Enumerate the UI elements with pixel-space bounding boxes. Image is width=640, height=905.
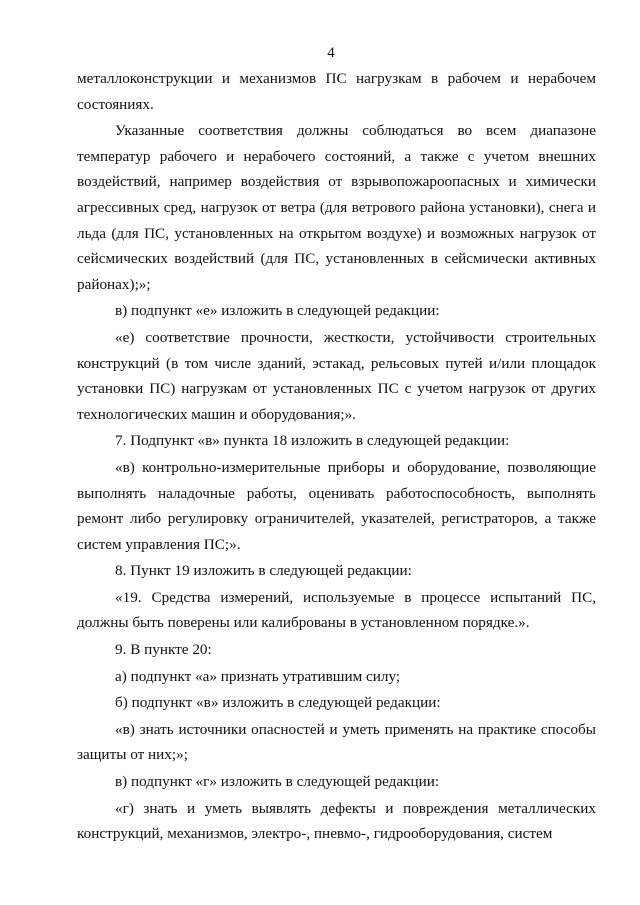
paragraph-item-7-text: «в) контрольно-измерительные приборы и оборудование, позволяющие выполнять наладочные работы, оценивать работоспособность, выполнять ремонт либо регулировку ограничителей, указателей, регистраторов, а также систем управления ПС;». [77, 458, 596, 553]
paragraph-item-7: 7. Подпункт «в» пункта 18 изложить в следующей редакции: [115, 432, 510, 450]
paragraph-item-9-v-text: «г) знать и уметь выявлять дефекты и повреждения металлических конструкций, механизмов, электро-, пневмо-, гидрооборудования, систем [77, 799, 596, 843]
page-number: 4 [327, 45, 335, 61]
paragraph-item-8: 8. Пункт 19 изложить в следующей редакции: [115, 562, 412, 580]
document-body [77, 66, 596, 847]
paragraph-item-9-v: в) подпункт «г» изложить в следующей редакции: [115, 773, 440, 791]
paragraph-subitem-e-intro: в) подпункт «е» изложить в следующей редакции: [115, 302, 440, 320]
paragraph-continuation: металлоконструкции и механизмов ПС нагрузкам в рабочем и нерабочем состояниях. [77, 70, 596, 113]
paragraph-subitem-e-text: «е) соответствие прочности, жесткости, устойчивости строительных конструкций (в том числе зданий, эстакад, рельсовых путей и/или площадок установки ПС) нагрузкам от установленных ПС с учетом нагрузок от других технологических машин и оборудования;». [77, 328, 596, 423]
paragraph-item-8-text: «19. Средства измерений, используемые в процессе испытаний ПС, должны быть поверены или калиброваны в установленном порядке.». [77, 588, 596, 632]
paragraph-item-9-a: а) подпункт «а» признать утратившим силу; [115, 667, 401, 685]
paragraph-item-9-b-text: «в) знать источники опасностей и уметь применять на практике способы защиты от них;»; [77, 720, 596, 764]
paragraph-conditions: Указанные соответствия должны соблюдаться во всем диапазоне температур рабочего и нерабочего состояний, а также с учетом внешних воздействий, например воздействия от взрывопожароопасных и химически агрессивных сред, нагрузок от ветра (для ветрового района установки), снега и льда (для ПС, установленных на открытом воздухе) и возможных нагрузок от сейсмических воздействий (для ПС, установленных в сейсмически активных районах);»; [77, 122, 596, 293]
paragraph-item-9-b: б) подпункт «в» изложить в следующей редакции: [115, 694, 441, 712]
paragraph-item-9: 9. В пункте 20: [115, 641, 212, 659]
